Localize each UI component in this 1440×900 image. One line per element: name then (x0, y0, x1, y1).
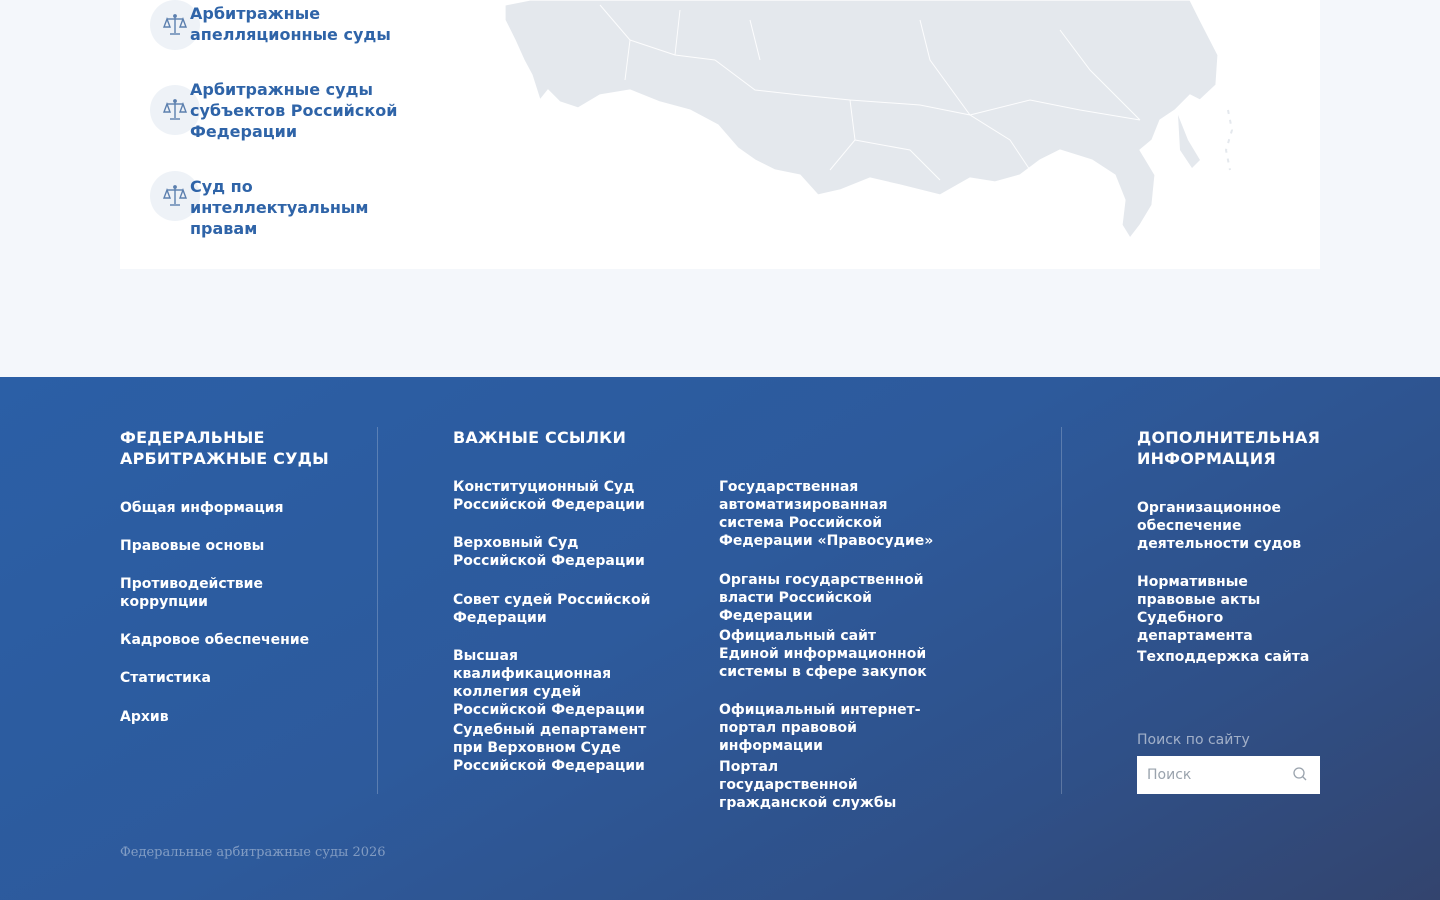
footer-link-judges-council[interactable]: Совет судей Российской Федерации (453, 592, 651, 626)
footer-link-regulatory-acts[interactable]: Нормативные правовые акты Судебного департамента (1137, 574, 1261, 644)
footer-link-judicial-department[interactable]: Судебный департамент при Верховном Суде Российской Федерации (453, 722, 647, 774)
footer-link-org-support[interactable]: Организационное обеспечение деятельности судов (1137, 500, 1302, 552)
footer-link-statistics[interactable]: Статистика (120, 670, 211, 686)
footer-link-legal-basis[interactable]: Правовые основы (120, 538, 265, 554)
footer-link-procurement[interactable]: Официальный сайт Единой информационной системы в сфере закупок (719, 628, 927, 680)
search-icon[interactable] (1292, 766, 1310, 784)
footer-link-tech-support[interactable]: Техподдержка сайта (1137, 649, 1310, 665)
court-link-appeal[interactable]: Арбитражные апелляционные суды (190, 4, 391, 44)
footer-divider (1061, 427, 1062, 794)
courts-card (120, 0, 1320, 269)
footer-divider (377, 427, 378, 794)
footer-col3-title: ДОПОЛНИТЕЛЬНАЯ ИНФОРМАЦИЯ (1137, 428, 1321, 468)
footer-link-gas-pravosudie[interactable]: Государственная автоматизированная система Российской Федерации «Правосудие» (719, 479, 934, 549)
footer-link-qualification-board[interactable]: Высшая квалификационная коллегия судей Российской Федерации (453, 648, 645, 718)
court-link-ip[interactable]: Суд по интеллектуальным правам (190, 177, 369, 238)
footer-col2-title: ВАЖНЫЕ ССЫЛКИ (453, 428, 627, 447)
footer-link-state-authorities[interactable]: Органы государственной власти Российской Федерации (719, 572, 924, 624)
footer-link-supreme-court[interactable]: Верховный Суд Российской Федерации (453, 535, 645, 569)
footer-link-legal-portal[interactable]: Официальный интернет-портал правовой информации (719, 702, 921, 754)
russia-map[interactable] (500, 0, 1260, 245)
footer-link-archive[interactable]: Архив (120, 709, 169, 725)
search-label: Поиск по сайту (1137, 732, 1250, 748)
footer-link-personnel[interactable]: Кадровое обеспечение (120, 632, 310, 648)
copyright: Федеральные арбитражные суды 2026 (120, 845, 386, 860)
search-input[interactable] (1137, 756, 1287, 794)
footer (0, 377, 1440, 900)
footer-link-civil-service[interactable]: Портал государственной гражданской службы (719, 759, 897, 811)
footer-link-anticorruption[interactable]: Противодействие коррупции (120, 576, 263, 610)
court-link-subjects[interactable]: Арбитражные суды субъектов Российской Федерации (190, 80, 398, 141)
footer-link-constitutional-court[interactable]: Конституционный Суд Российской Федерации (453, 479, 645, 513)
search-box (1137, 756, 1320, 794)
footer-col1-title: ФЕДЕРАЛЬНЫЕ АРБИТРАЖНЫЕ СУДЫ (120, 428, 329, 468)
footer-link-general-info[interactable]: Общая информация (120, 500, 284, 516)
